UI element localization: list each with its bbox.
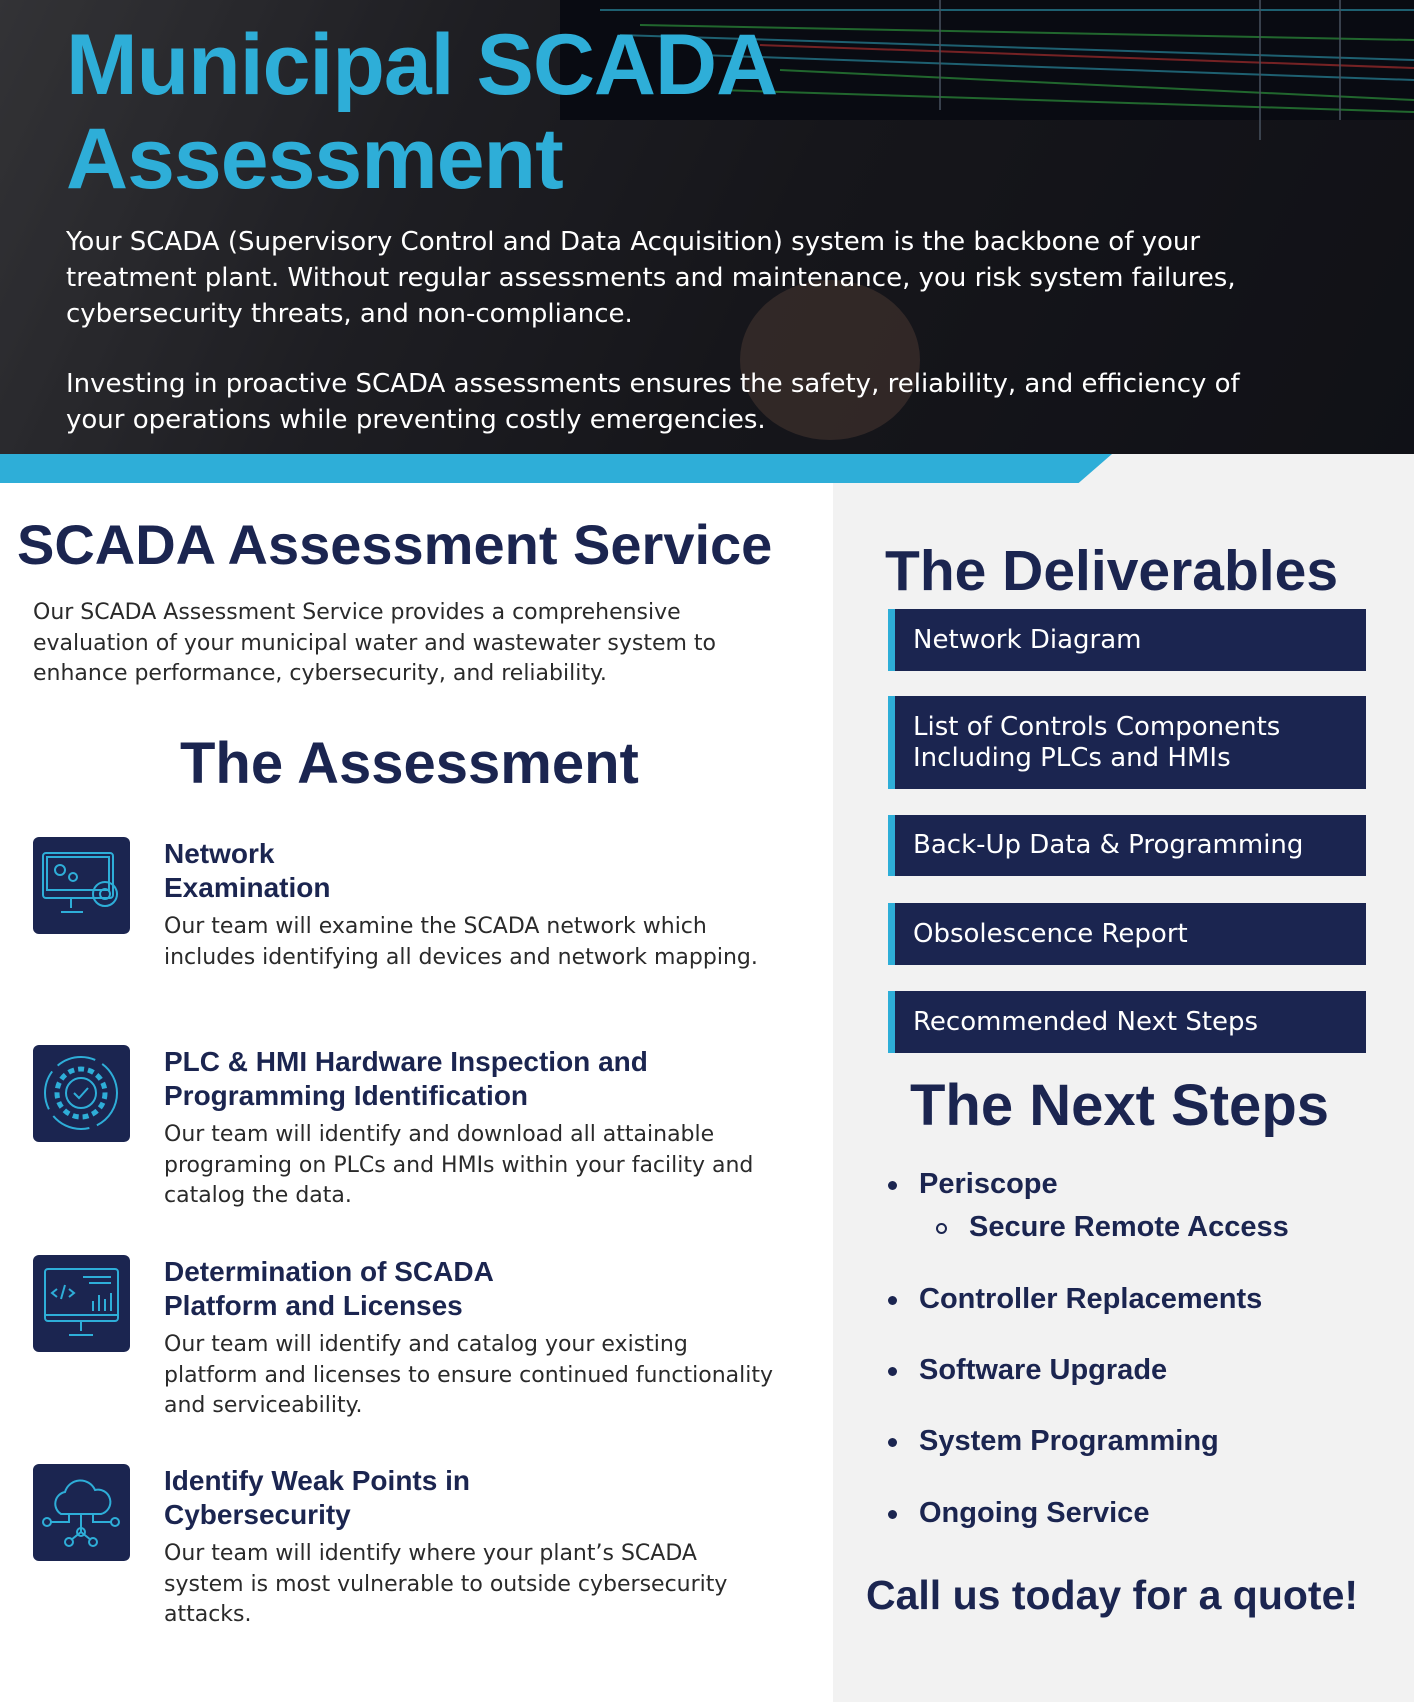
step-label: System Programming [919, 1425, 1219, 1457]
bullet-icon [888, 1296, 897, 1305]
title-line-2: Assessment [66, 111, 563, 207]
service-intro: Our SCADA Assessment Service provides a comprehensive evaluation of your municipal water and wastewater system to enhance performance, cybersecurity, and reliability. [33, 600, 716, 686]
next-step-item [888, 1497, 1149, 1530]
accent-band [0, 454, 1112, 483]
monitor-gears-icon [33, 837, 130, 934]
bullet-icon [888, 1181, 897, 1190]
hero-banner [0, 0, 1414, 454]
step-label: Ongoing Service [919, 1497, 1150, 1529]
step-label: Software Upgrade [919, 1354, 1168, 1386]
item-title: PLC & HMI Hardware Inspection and Programming Identification [164, 1046, 648, 1111]
sub-bullet-icon [936, 1223, 947, 1234]
deliverable-item: Obsolescence Report [888, 903, 1366, 965]
bullet-icon [888, 1367, 897, 1376]
next-step-item [888, 1425, 1219, 1458]
item-body: Our team will examine the SCADA network which includes identifying all devices and network mapping. [164, 914, 758, 970]
assessment-heading: The Assessment [180, 731, 639, 796]
item-title: Network Examination [164, 838, 331, 903]
code-monitor-icon [33, 1255, 130, 1352]
item-title: Determination of SCADA Platform and Licenses [164, 1256, 493, 1321]
bullet-icon [888, 1510, 897, 1519]
bullet-icon [888, 1438, 897, 1447]
next-step-item [888, 1283, 1262, 1316]
next-steps-heading: The Next Steps [910, 1073, 1329, 1138]
item-body: Our team will identify and catalog your existing platform and licenses to ensure continued functionality and serviceability. [164, 1332, 773, 1418]
title-line-1: Municipal SCADA [66, 17, 778, 113]
deliverable-item: List of Controls Components Including PLCs and HMIs [888, 696, 1366, 789]
hero-paragraph-1: Your SCADA (Supervisory Control and Data Acquisition) system is the backbone of your treatment plant. Without regular assessments and maintenance, you risk system failures, cybersecurity threats, and non-compliance. [66, 227, 1236, 329]
deliverable-item: Network Diagram [888, 609, 1366, 671]
next-step-item [888, 1354, 1167, 1387]
hero-paragraph-2: Investing in proactive SCADA assessments ensures the safety, reliability, and efficiency of your operations while preventing costly emergencies. [66, 369, 1240, 435]
item-title: Identify Weak Points in Cybersecurity [164, 1465, 470, 1530]
gear-check-cycle-icon [33, 1045, 130, 1142]
next-step-item [888, 1168, 1058, 1201]
deliverable-item: Recommended Next Steps [888, 991, 1366, 1053]
next-step-subitem [936, 1211, 1289, 1244]
deliverable-item: Back-Up Data & Programming [888, 815, 1366, 876]
step-label: Controller Replacements [919, 1283, 1263, 1315]
page-title [66, 18, 777, 206]
call-to-action: Call us today for a quote! [866, 1572, 1359, 1618]
service-heading: SCADA Assessment Service [17, 513, 773, 576]
cloud-network-icon [33, 1464, 130, 1561]
item-body: Our team will identify where your plant’s SCADA system is most vulnerable to outside cybersecurity attacks. [164, 1541, 728, 1627]
step-label: Secure Remote Access [969, 1211, 1289, 1243]
deliverables-heading: The Deliverables [885, 539, 1339, 603]
item-body: Our team will identify and download all attainable programing on PLCs and HMIs within your facility and catalog the data. [164, 1122, 754, 1208]
step-label: Periscope [919, 1168, 1058, 1200]
